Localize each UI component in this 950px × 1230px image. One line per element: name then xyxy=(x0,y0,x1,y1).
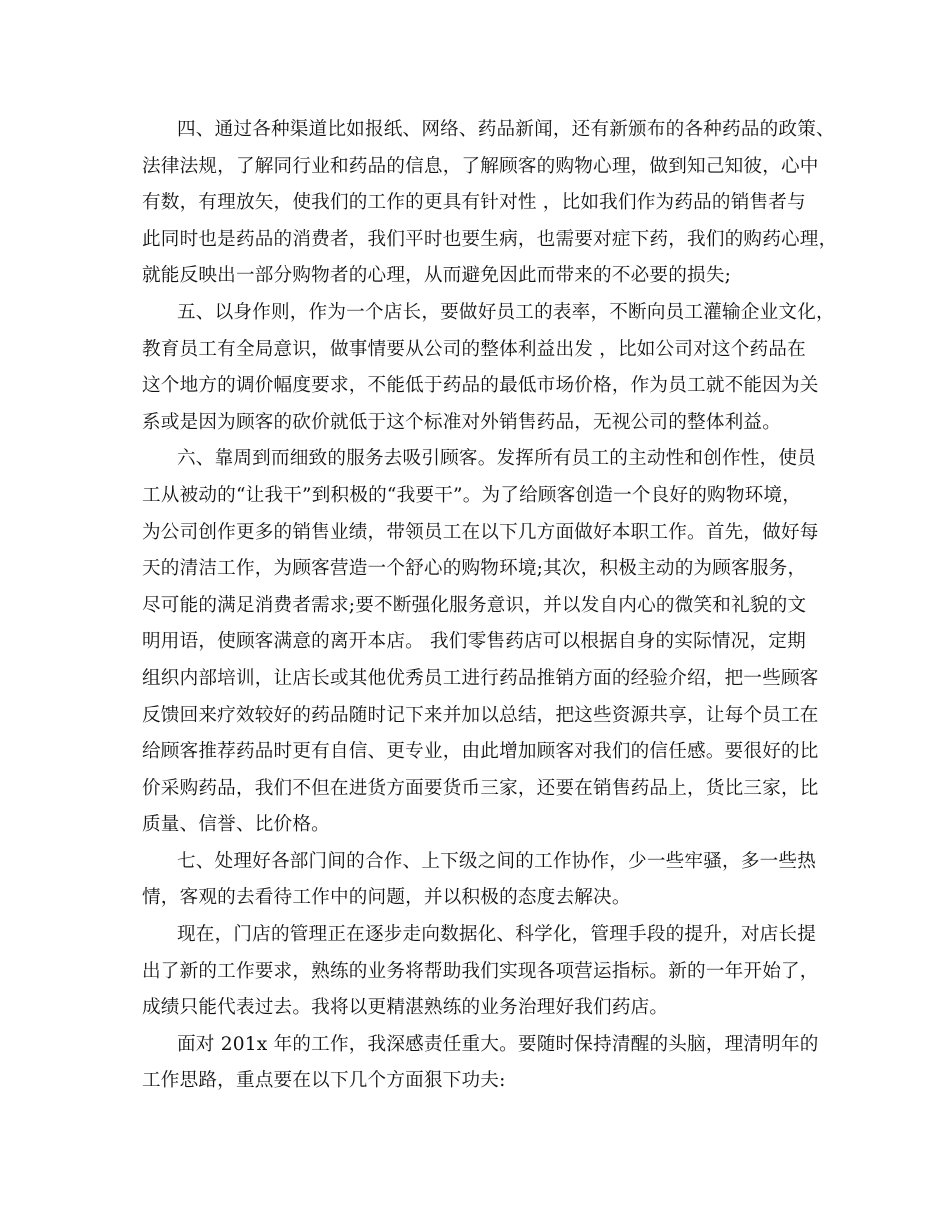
paragraph-5-line-3: 这个地方的调价幅度要求，不能低于药品的最低市场价格，作为员工就不能因为关 xyxy=(142,375,819,397)
paragraph-4-line-4: 此同时也是药品的消费者，我们平时也要生病，也需要对症下药，我们的购药心理， xyxy=(142,228,838,250)
paragraph-6-line-10: 价采购药品，我们不但在进货方面要货币三家，还要在销售药品上，货比三家，比 xyxy=(142,777,819,799)
paragraph-4-line-1: 四、通过各种渠道比如报纸、网络、药品新闻，还有新颁布的各种药品的政策、 xyxy=(177,119,835,140)
paragraph-6-line-4: 天的清洁工作，为顾客营造一个舒心的购物环境;其次，积极主动的为顾客服务， xyxy=(142,558,807,580)
paragraph-5-line-1: 五、以身作则，作为一个店长，要做好员工的表率，不断向员工灌输企业文化， xyxy=(177,301,835,323)
paragraph-6-line-2: 工从被动的“让我干”到积极的“我要干”。为了给顾客创造一个良好的购物环境， xyxy=(142,484,802,506)
paragraph-7-line-2: 情，客观的去看待工作中的问题，并以积极的态度去解决。 xyxy=(142,887,631,909)
paragraph-now-line-1: 现在，门店的管理正在逐步走向数据化、科学化，管理手段的提升，对店长提 xyxy=(177,924,816,946)
paragraph-4-line-2: 法律法规，了解同行业和药品的信息，了解顾客的购物心理，做到知己知彼，心中 xyxy=(142,155,819,177)
paragraph-6-line-3: 为公司创作更多的销售业绩，带领员工在以下几方面做好本职工作。首先，做好每 xyxy=(142,521,819,543)
paragraph-5-line-2: 教育员工有全局意识，做事情要从公司的整体利益出发 ，比如公司对这个药品在 xyxy=(142,338,806,360)
paragraph-6-line-11: 质量、信誉、比价格。 xyxy=(142,814,330,836)
paragraph-6-line-9: 给顾客推荐药品时更有自信、更专业，由此增加顾客对我们的信任感。要很好的比 xyxy=(142,741,819,763)
paragraph-6-line-6: 明用语，使顾客满意的离开本店。 我们零售药店可以根据自身的实际情况，定期 xyxy=(142,631,806,653)
paragraph-6-line-7: 组织内部培训，让店长或其他优秀员工进行药品推销方面的经验介绍，把一些顾客 xyxy=(142,667,819,689)
paragraph-4-line-3: 有数，有理放矢，使我们的工作的更具有针对性 ，比如我们作为药品的销售者与 xyxy=(142,192,806,214)
paragraph-now-line-3: 成绩只能代表过去。我将以更精湛熟练的业务治理好我们药店。 xyxy=(142,997,669,1019)
paragraph-6-line-5: 尽可能的满足消费者需求;要不断强化服务意识，并以发自内心的微笑和礼貌的文 xyxy=(142,594,807,616)
paragraph-4-line-5: 就能反映出一部分购物者的心理，从而避免因此而带来的不必要的损失; xyxy=(142,265,732,287)
document-body xyxy=(142,112,838,1100)
paragraph-plan-line-1: 面对 201x 年的工作，我深感责任重大。要随时保持清醒的头脑，理清明年的 xyxy=(177,1033,819,1055)
paragraph-plan-line-2: 工作思路，重点要在以下几个方面狠下功夫: xyxy=(142,1070,506,1092)
paragraph-now-line-2: 出了新的工作要求，熟练的业务将帮助我们实现各项营运指标。新的一年开始了， xyxy=(142,960,819,982)
paragraph-6-line-1: 六、靠周到而细致的服务去吸引顾客。发挥所有员工的主动性和创作性，使员 xyxy=(177,448,816,470)
paragraph-6-line-8: 反馈回来疗效较好的药品随时记下来并加以总结，把这些资源共享，让每个员工在 xyxy=(142,704,819,726)
paragraph-5-line-4: 系或是因为顾客的砍价就低于这个标准对外销售药品，无视公司的整体利益。 xyxy=(142,411,781,433)
paragraph-7-line-1: 七、处理好各部门间的合作、上下级之间的工作协作，少一些牢骚，多一些热 xyxy=(177,850,816,872)
